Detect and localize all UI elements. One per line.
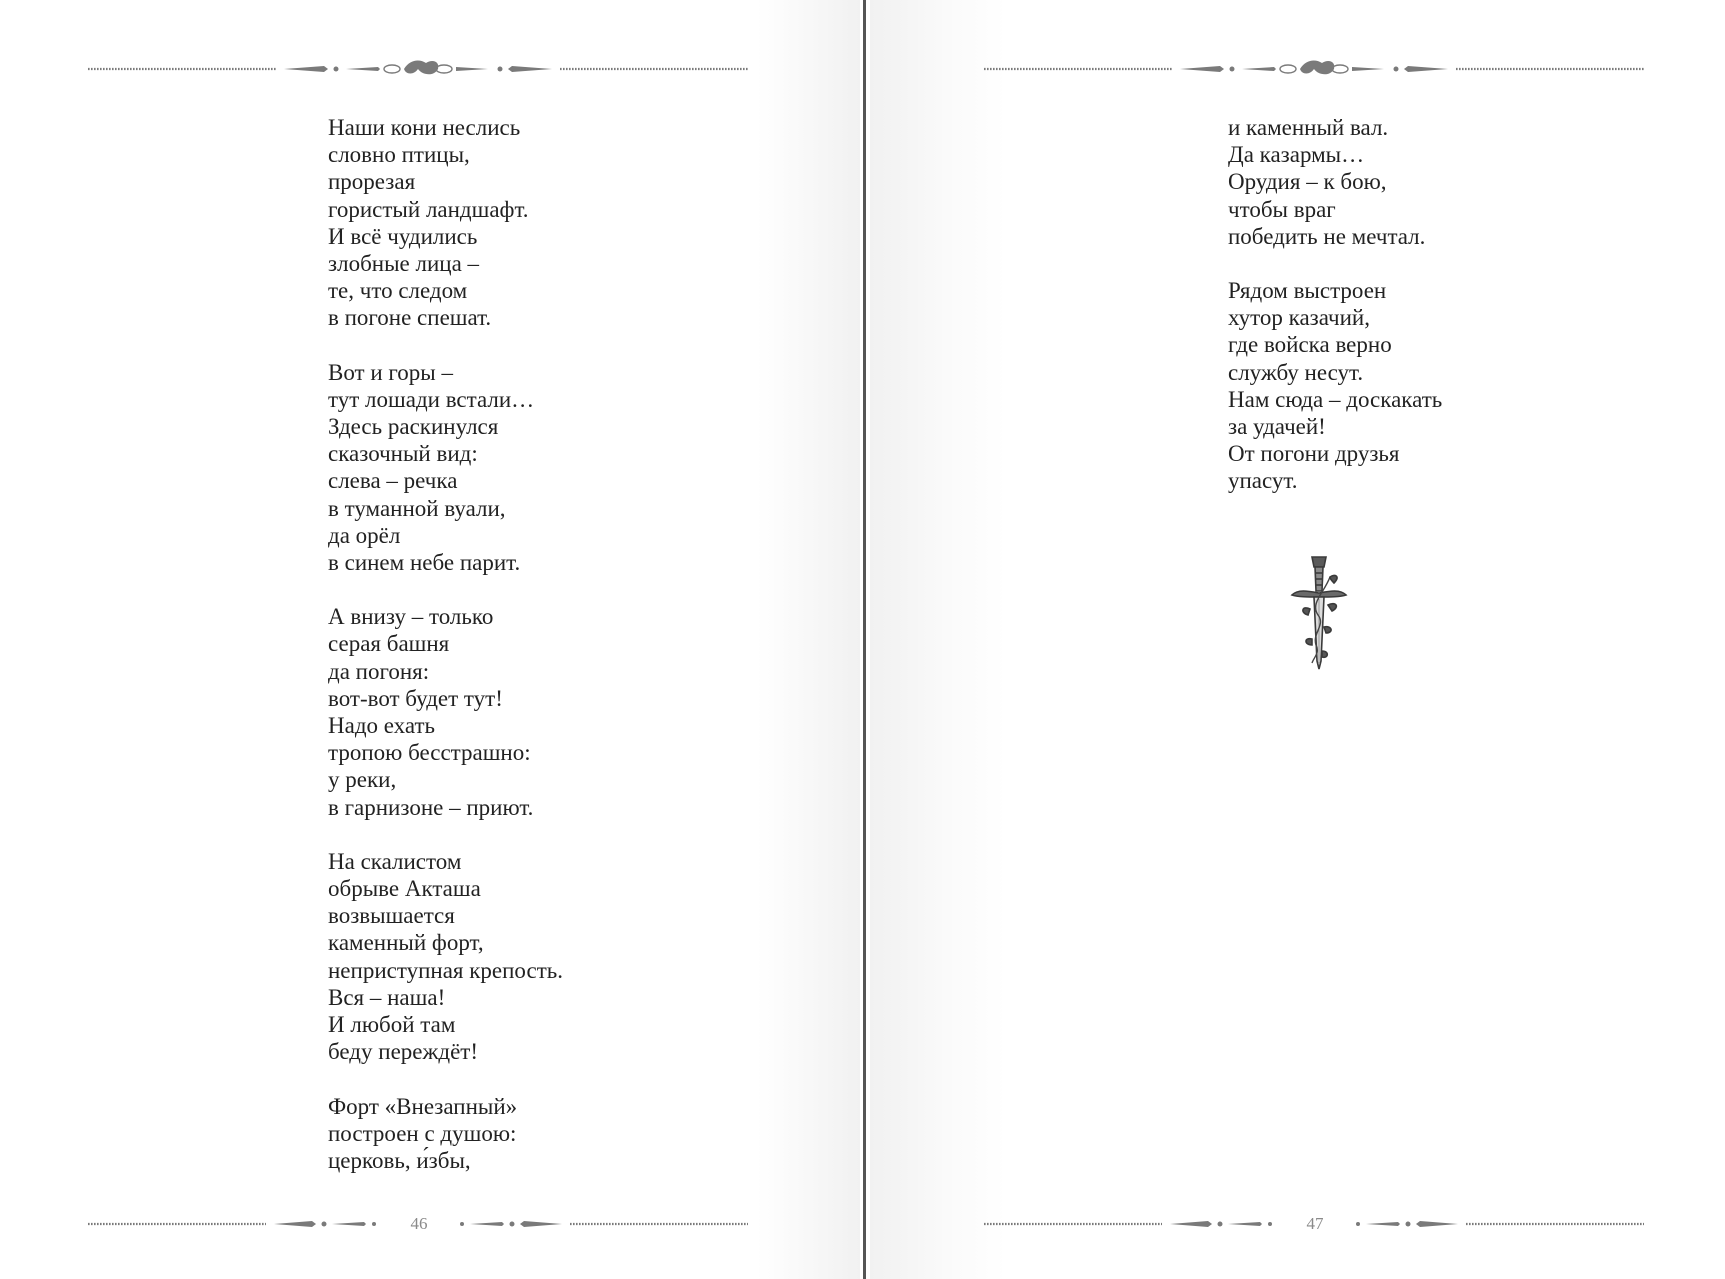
poem-line: И любой там	[328, 1012, 456, 1038]
poem-line: Нам сюда – доскакать	[1228, 386, 1443, 412]
poem-line: неприступная крепость.	[328, 957, 564, 983]
poem-line: хутор казачий,	[1228, 305, 1370, 331]
stanza	[328, 114, 563, 332]
poem-line: в гарнизоне – приют.	[328, 794, 534, 820]
header-ornament-left	[88, 57, 748, 81]
poem-line: А внизу – только	[328, 604, 494, 630]
poem-line: На скалистом	[328, 848, 462, 874]
poem-line: тропою бесстрашно:	[328, 740, 531, 766]
left-page	[0, 0, 860, 1279]
poem-line: каменный форт,	[328, 930, 484, 956]
poem-line: вот-вот будет тут!	[328, 685, 503, 711]
poem-line: в погоне спешат.	[328, 305, 492, 331]
poem-line: сказочный вид:	[328, 441, 478, 467]
poem-line: словно птицы,	[328, 142, 470, 168]
poem-line: победить не мечтал.	[1228, 223, 1426, 249]
poem-line: возвышается	[328, 903, 455, 929]
page-number: 46	[410, 1214, 428, 1233]
book-spine	[863, 0, 866, 1279]
page-number: 47	[1306, 1214, 1324, 1233]
poem-line: серая башня	[328, 631, 450, 657]
header-ornament-right	[984, 57, 1644, 81]
poem-line: тут лошади встали…	[328, 386, 535, 412]
poem-line: Вся – наша!	[328, 984, 446, 1010]
stanza	[1228, 114, 1442, 250]
poem-line: слева – речка	[328, 468, 458, 494]
poem-line: да орёл	[328, 522, 401, 548]
scroll-flourish-icon	[88, 57, 748, 81]
poem-line: построен с душою:	[328, 1120, 517, 1146]
poem-line: за удачей!	[1228, 414, 1326, 440]
poem-line: где войска верно	[1228, 332, 1392, 358]
poem-line: упасут.	[1228, 468, 1298, 494]
poem-line: чтобы враг	[1228, 196, 1336, 222]
poem-line: злобные лица –	[328, 251, 480, 277]
right-page	[870, 0, 1725, 1279]
poem-line: Рядом выстроен	[1228, 278, 1387, 304]
poem-right	[1228, 114, 1442, 522]
poem-line: обрыве Акташа	[328, 876, 481, 902]
poem-line: церковь, и́збы,	[328, 1147, 471, 1173]
scroll-flourish-icon	[984, 57, 1644, 81]
poem-line: службу несут.	[1228, 359, 1364, 385]
sword-with-vine-icon	[1284, 553, 1354, 678]
stanza	[328, 359, 563, 577]
poem-line: те, что следом	[328, 278, 468, 304]
poem-line: беду переждёт!	[328, 1039, 478, 1065]
poem-line: прорезая	[328, 169, 416, 195]
poem-line: Орудия – к бою,	[1228, 169, 1387, 195]
poem-line: и каменный вал.	[1228, 115, 1389, 140]
poem-line: Да казармы…	[1228, 142, 1365, 168]
stanza	[328, 603, 563, 821]
poem-line: Наши кони неслись	[328, 115, 521, 140]
stanza	[328, 848, 563, 1066]
poem-line: да погоня:	[328, 658, 430, 684]
poem-line: Здесь раскинулся	[328, 414, 499, 440]
poem-line: Надо ехать	[328, 713, 436, 739]
poem-line: в синем небе парит.	[328, 550, 521, 576]
stanza	[328, 1093, 563, 1175]
poem-line: Форт «Внезапный»	[328, 1093, 518, 1119]
poem-line: гористый ландшафт.	[328, 196, 529, 222]
poem-line: Вот и горы –	[328, 359, 453, 385]
poem-line: у реки,	[328, 767, 397, 793]
stanza	[1228, 277, 1442, 495]
poem-line: И всё чудились	[328, 223, 478, 249]
poem-left	[328, 114, 563, 1201]
poem-line: в туманной вуали,	[328, 495, 506, 521]
poem-line: От погони друзья	[1228, 441, 1400, 467]
